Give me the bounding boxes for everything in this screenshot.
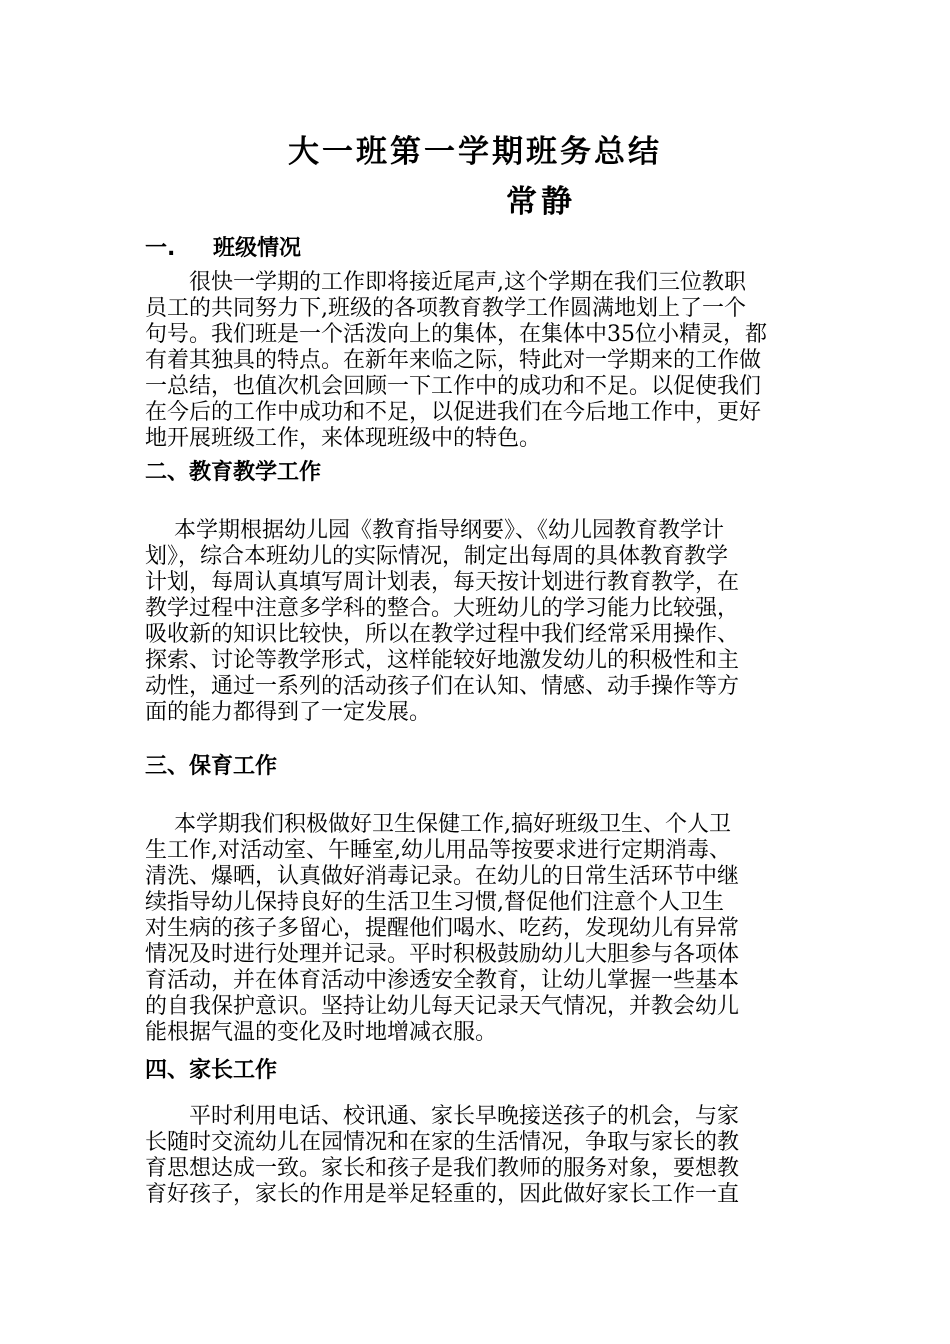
section-1-number: 一. (145, 236, 176, 261)
paragraph-line: 生工作,对活动室、午睡室,幼儿用品等按要求进行定期消毒、 (145, 838, 731, 863)
paragraph-line: 育活动，并在体育活动中渗透安全教育，让幼儿掌握一些基本 (145, 968, 740, 993)
section-3-heading: 三、保育工作 (145, 754, 278, 779)
paragraph-line: 计划，每周认真填写周计划表，每天按计划进行教育教学，在 (145, 570, 740, 595)
paragraph-line: 能根据气温的变化及时地增减衣服。 (145, 1020, 498, 1045)
paragraph-line: 动性，通过一系列的活动孩子们在认知、情感、动手操作等方 (145, 674, 740, 699)
paragraph-line: 长随时交流幼儿在园情况和在家的生活情况，争取与家长的教 (145, 1130, 740, 1155)
author-name: 常静 (506, 184, 576, 220)
paragraph-line: 本学期根据幼儿园《教育指导纲要》、《幼儿园教育教学计 (145, 518, 724, 543)
section-1-paragraph (145, 270, 810, 452)
paragraph-line: 平时利用电话、校讯通、家长早晚接送孩子的机会，与家 (145, 1104, 740, 1129)
section-3-paragraph (145, 812, 810, 1046)
paragraph-line: 一总结，也值次机会回顾一下工作中的成功和不足。以促使我们 (145, 374, 762, 399)
paragraph-line: 对生病的孩子多留心，提醒他们喝水、吃药，发现幼儿有异常 (145, 916, 740, 941)
paragraph-line: 续指导幼儿保持良好的生活卫生习惯,督促他们注意个人卫生 (145, 890, 724, 915)
paragraph-line: 很快一学期的工作即将接近尾声,这个学期在我们三位教职 (145, 270, 746, 295)
paragraph-line: 育思想达成一致。家长和孩子是我们教师的服务对象，要想教 (145, 1156, 740, 1181)
paragraph-line: 在今后的工作中成功和不足，以促进我们在今后地工作中，更好 (145, 400, 762, 425)
paragraph-line: 有着其独具的特点。在新年来临之际，特此对一学期来的工作做 (145, 348, 762, 373)
paragraph-line: 育好孩子，家长的作用是举足轻重的，因此做好家长工作一直 (145, 1182, 740, 1207)
section-4-heading: 四、家长工作 (145, 1058, 278, 1083)
paragraph-line: 本学期我们积极做好卫生保健工作,搞好班级卫生、个人卫 (145, 812, 731, 837)
paragraph-line: 清洗、爆晒，认真做好消毒记录。在幼儿的日常生活环节中继 (145, 864, 740, 889)
section-2-heading: 二、教育教学工作 (145, 460, 322, 485)
paragraph-line: 教学过程中注意多学科的整合。大班幼儿的学习能力比较强， (145, 596, 740, 621)
paragraph-line: 员工的共同努力下,班级的各项教育教学工作圆满地划上了一个 (145, 296, 746, 321)
document-title: 大一班第一学期班务总结 (288, 134, 662, 170)
paragraph-line: 划》，综合本班幼儿的实际情况，制定出每周的具体教育教学 (145, 544, 729, 569)
section-4-paragraph (145, 1104, 810, 1208)
paragraph-line: 吸收新的知识比较快，所以在教学过程中我们经常采用操作、 (145, 622, 740, 647)
section-1-title: 班级情况 (213, 236, 302, 261)
section-1-heading (145, 234, 301, 264)
paragraph-line: 情况及时进行处理并记录。平时积极鼓励幼儿大胆参与各项体 (145, 942, 740, 967)
section-2-paragraph (145, 518, 810, 726)
paragraph-line: 地开展班级工作，来体现班级中的特色。 (145, 426, 542, 451)
paragraph-line: 面的能力都得到了一定发展。 (145, 700, 432, 725)
paragraph-line: 的自我保护意识。坚持让幼儿每天记录天气情况，并教会幼儿 (145, 994, 740, 1019)
paragraph-line: 探索、讨论等教学形式，这样能较好地激发幼儿的积极性和主 (145, 648, 740, 673)
paragraph-line: 句号。我们班是一个活泼向上的集体，在集体中35位小精灵，都 (145, 322, 767, 347)
